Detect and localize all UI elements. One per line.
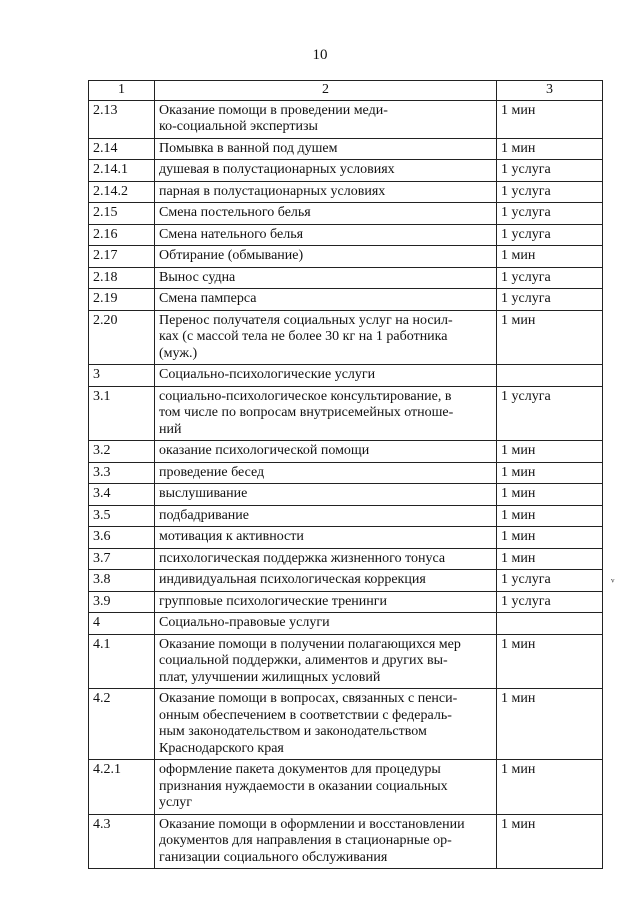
row-number-cell: 4.1 [89, 634, 155, 689]
row-unit-cell: 1 услуга [497, 591, 603, 613]
row-unit-cell: 1 мин [497, 100, 603, 138]
header-row [89, 81, 603, 101]
row-unit-cell: 1 мин [497, 689, 603, 760]
row-number-cell: 3.6 [89, 527, 155, 549]
row-unit-cell: 1 услуга [497, 289, 603, 311]
row-unit-cell: 1 мин [497, 246, 603, 268]
row-service-name-cell: подбадривание [155, 505, 497, 527]
row-unit-cell: 1 мин [497, 462, 603, 484]
row-service-name-cell: Социально-психологические услуги [155, 365, 497, 387]
row-unit-cell: 1 мин [497, 484, 603, 506]
row-service-name-cell: Оказание помощи в оформлении и восстановлении документов для направления в стационарные ор- ганизации социального обслуживания [155, 814, 497, 869]
row-unit-cell: 1 мин [497, 527, 603, 549]
services-table-body [89, 81, 603, 869]
row-service-name-cell: проведение бесед [155, 462, 497, 484]
table-row [89, 224, 603, 246]
row-service-name-cell: психологическая поддержка жизненного тонуса [155, 548, 497, 570]
row-unit-cell: 1 мин [497, 138, 603, 160]
row-unit-cell: 1 мин [497, 760, 603, 815]
row-number-cell: 3.1 [89, 386, 155, 441]
table-row [89, 100, 603, 138]
table-row [89, 634, 603, 689]
row-number-cell: 4.2.1 [89, 760, 155, 815]
row-service-name-cell: Оказание помощи в проведении меди- ко-социальной экспертизы [155, 100, 497, 138]
row-number-cell: 4.2 [89, 689, 155, 760]
row-unit-cell: 1 мин [497, 634, 603, 689]
row-service-name-cell: мотивация к активности [155, 527, 497, 549]
row-number-cell: 2.17 [89, 246, 155, 268]
row-service-name-cell: индивидуальная психологическая коррекция [155, 570, 497, 592]
row-unit-cell: 1 мин [497, 505, 603, 527]
page-number: 10 [312, 47, 328, 63]
row-service-name-cell: групповые психологические тренинги [155, 591, 497, 613]
row-number-cell: 4 [89, 613, 155, 635]
table-row [89, 267, 603, 289]
row-number-cell: 2.15 [89, 203, 155, 225]
row-service-name-cell: оформление пакета документов для процедуры признания нуждаемости в оказании социальных услуг [155, 760, 497, 815]
row-number-cell: 3 [89, 365, 155, 387]
row-number-cell: 2.14 [89, 138, 155, 160]
row-service-name-cell: Смена постельного белья [155, 203, 497, 225]
row-unit-cell [497, 613, 603, 635]
row-unit-cell: 1 мин [497, 310, 603, 365]
row-unit-cell: 1 услуга [497, 386, 603, 441]
row-number-cell: 2.20 [89, 310, 155, 365]
table-row [89, 203, 603, 225]
row-unit-cell: 1 услуга [497, 203, 603, 225]
table-row [89, 570, 603, 592]
row-service-name-cell: парная в полустационарных условиях [155, 181, 497, 203]
row-service-name-cell: выслушивание [155, 484, 497, 506]
row-number-cell: 3.3 [89, 462, 155, 484]
table-row [89, 310, 603, 365]
row-service-name-cell: Помывка в ванной под душем [155, 138, 497, 160]
table-row [89, 386, 603, 441]
table-row [89, 441, 603, 463]
row-unit-cell: 1 мин [497, 814, 603, 869]
header-cell-unit: 3 [497, 81, 603, 101]
row-number-cell: 2.19 [89, 289, 155, 311]
row-unit-cell: 1 услуга [497, 160, 603, 182]
table-row [89, 814, 603, 869]
row-unit-cell: 1 услуга [497, 181, 603, 203]
scan-mark: ᵛ [611, 575, 615, 589]
row-service-name-cell: Оказание помощи в вопросах, связанных с пенси- онным обеспечением в соответствии с федераль- ным законодательством и законодательством Краснодарского края [155, 689, 497, 760]
table-row [89, 760, 603, 815]
row-number-cell: 2.18 [89, 267, 155, 289]
row-number-cell: 2.14.2 [89, 181, 155, 203]
header-cell-number: 1 [89, 81, 155, 101]
row-service-name-cell: социально-психологическое консультирование, в том числе по вопросам внутрисемейных отноше- ний [155, 386, 497, 441]
table-row [89, 289, 603, 311]
row-number-cell: 3.5 [89, 505, 155, 527]
table-row [89, 246, 603, 268]
row-unit-cell: 1 услуга [497, 570, 603, 592]
row-unit-cell: 1 мин [497, 548, 603, 570]
table-row [89, 689, 603, 760]
row-service-name-cell: Оказание помощи в получении полагающихся мер социальной поддержки, алиментов и других вы- плат, улучшении жилищных условий [155, 634, 497, 689]
table-row [89, 591, 603, 613]
header-cell-name: 2 [155, 81, 497, 101]
row-number-cell: 3.9 [89, 591, 155, 613]
row-service-name-cell: душевая в полустационарных условиях [155, 160, 497, 182]
table-row [89, 160, 603, 182]
row-service-name-cell: Вынос судна [155, 267, 497, 289]
row-service-name-cell: Смена памперса [155, 289, 497, 311]
table-row [89, 548, 603, 570]
table-row [89, 484, 603, 506]
row-number-cell: 3.7 [89, 548, 155, 570]
row-number-cell: 4.3 [89, 814, 155, 869]
row-service-name-cell: Перенос получателя социальных услуг на носил- ках (с массой тела не более 30 кг на 1 работника (муж.) [155, 310, 497, 365]
row-unit-cell: 1 мин [497, 441, 603, 463]
table-row [89, 613, 603, 635]
row-service-name-cell: Обтирание (обмывание) [155, 246, 497, 268]
row-number-cell: 3.8 [89, 570, 155, 592]
row-service-name-cell: Смена нательного белья [155, 224, 497, 246]
row-number-cell: 2.14.1 [89, 160, 155, 182]
table-row [89, 527, 603, 549]
table-row [89, 462, 603, 484]
row-number-cell: 3.2 [89, 441, 155, 463]
row-unit-cell: 1 услуга [497, 267, 603, 289]
row-number-cell: 2.16 [89, 224, 155, 246]
table-row [89, 505, 603, 527]
row-service-name-cell: Социально-правовые услуги [155, 613, 497, 635]
services-table [88, 80, 603, 869]
table-row [89, 181, 603, 203]
table-row [89, 365, 603, 387]
row-number-cell: 3.4 [89, 484, 155, 506]
row-number-cell: 2.13 [89, 100, 155, 138]
row-service-name-cell: оказание психологической помощи [155, 441, 497, 463]
row-unit-cell: 1 услуга [497, 224, 603, 246]
row-unit-cell [497, 365, 603, 387]
table-row [89, 138, 603, 160]
